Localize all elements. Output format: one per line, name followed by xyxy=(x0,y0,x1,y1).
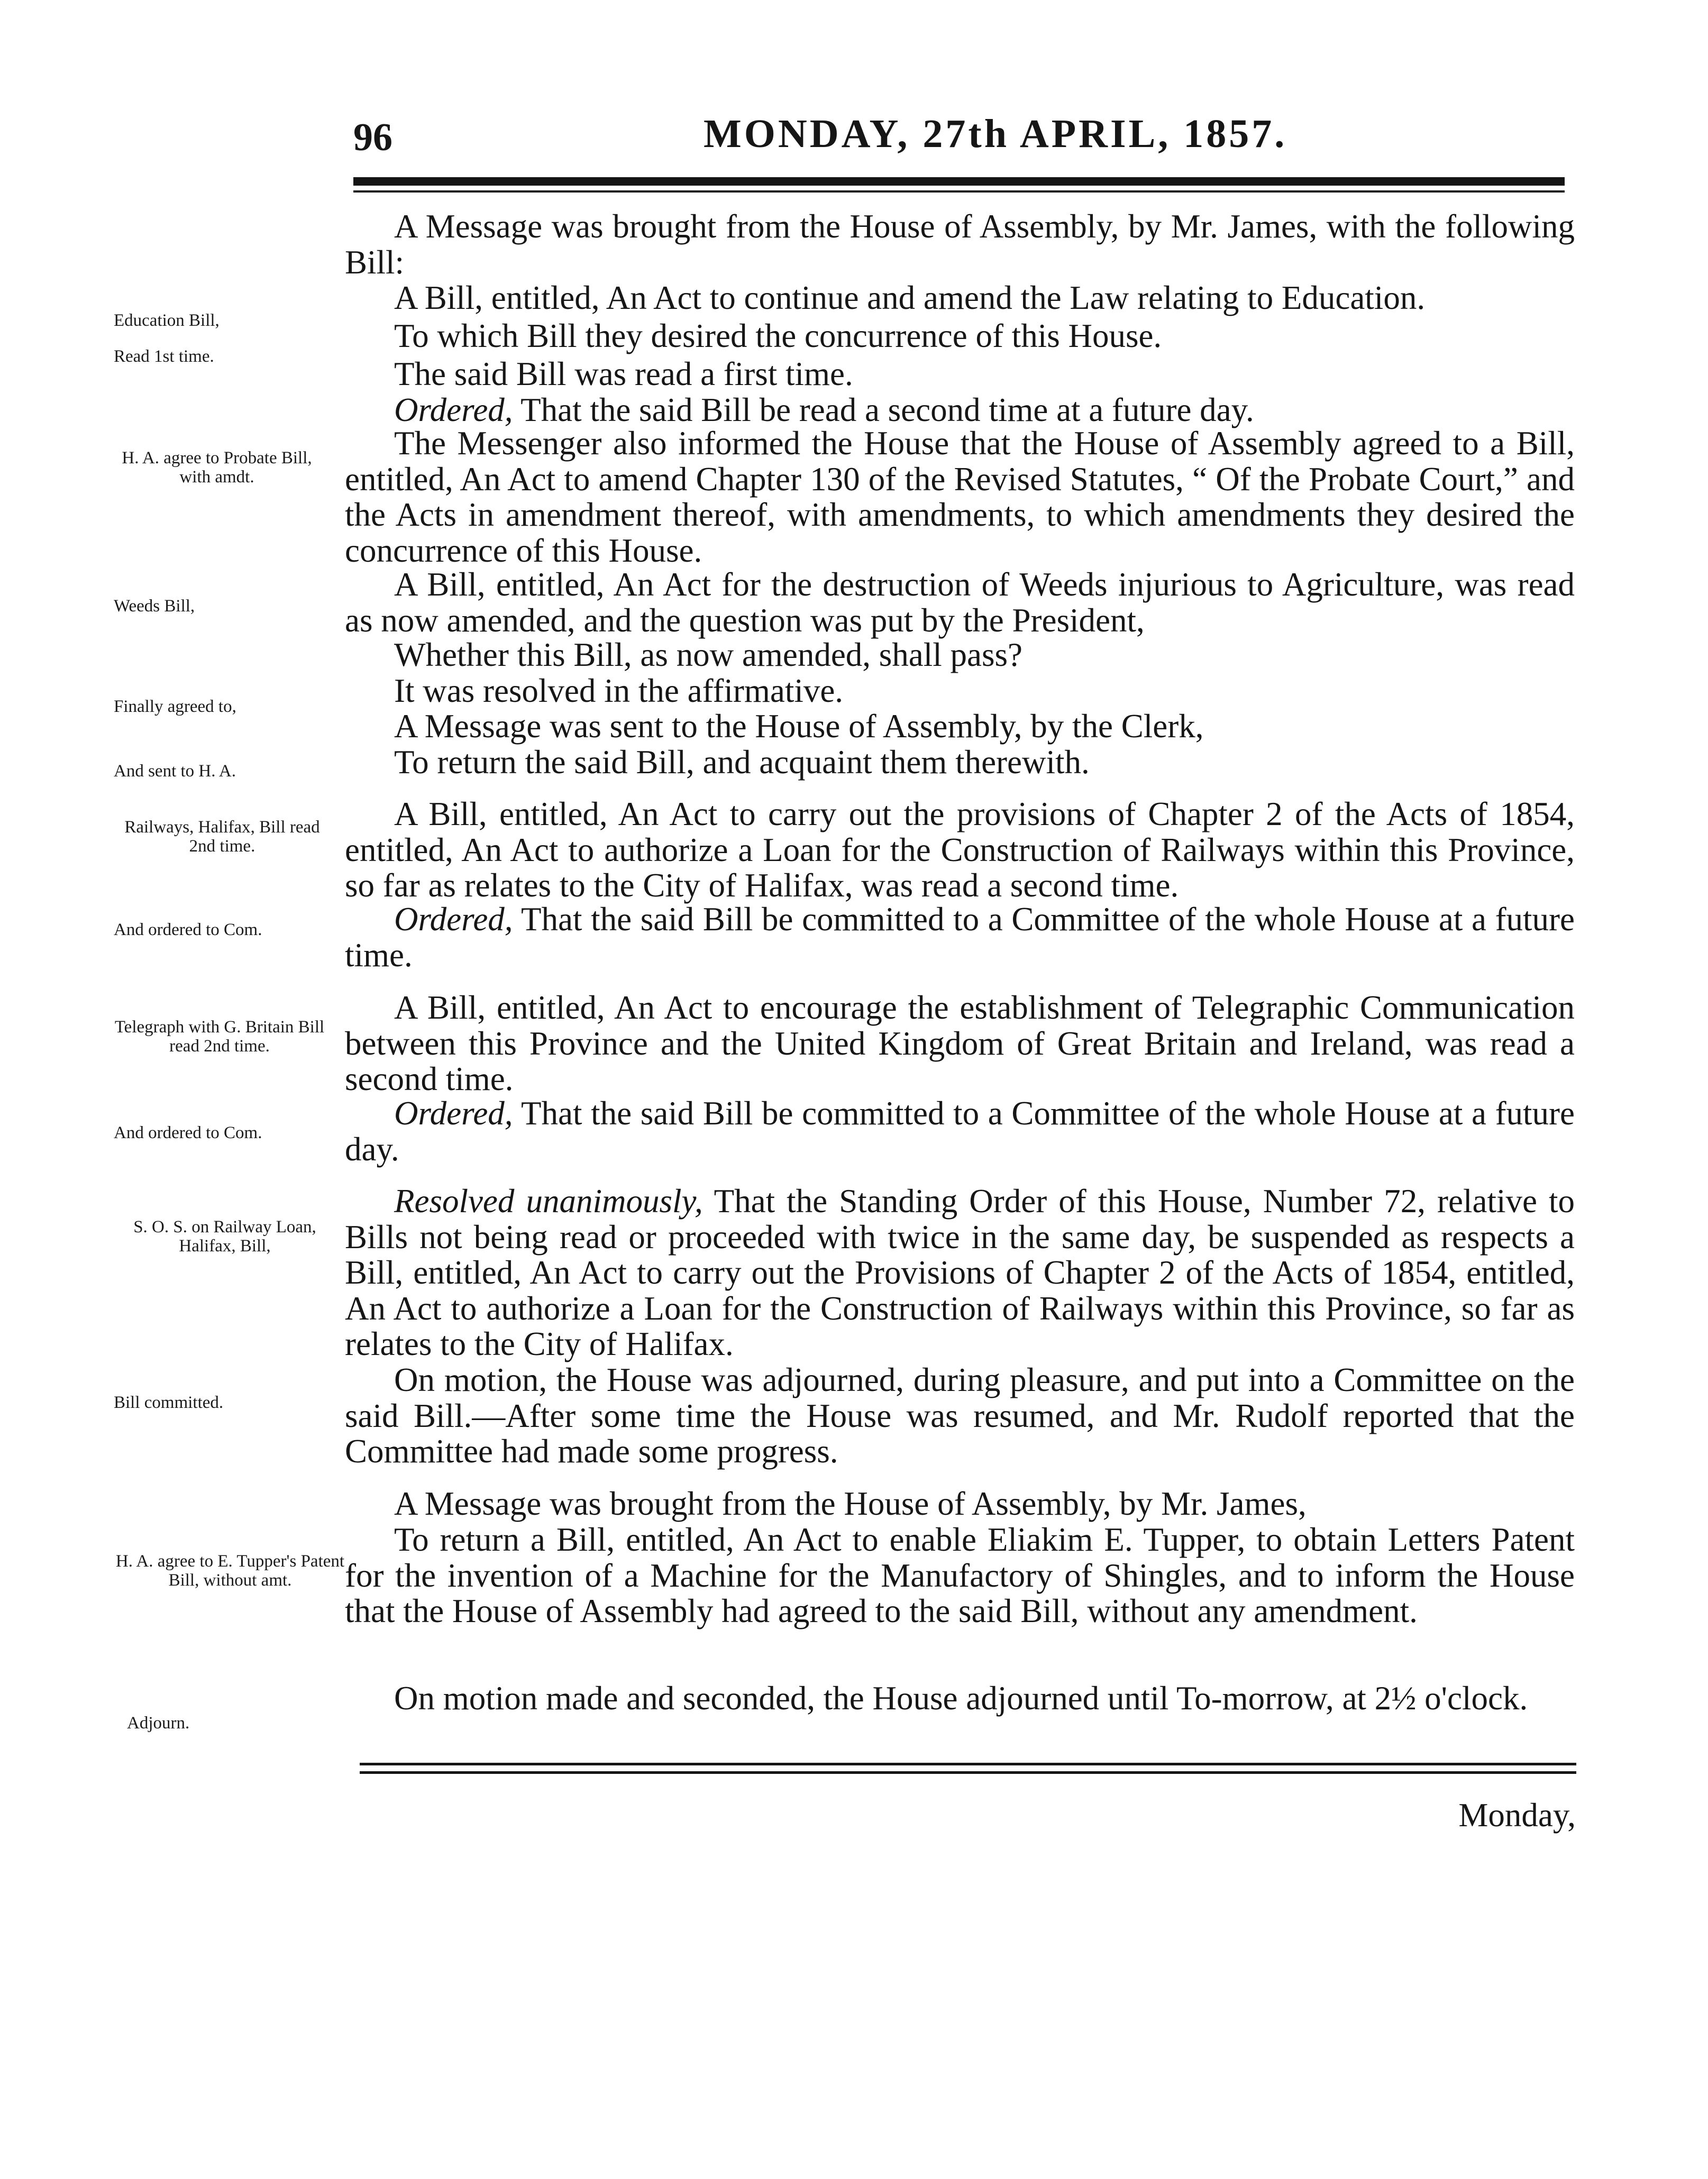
paragraph-text: That the said Bill be read a second time at a future day. xyxy=(513,391,1254,428)
paragraph: The said Bill was read a first time. xyxy=(394,355,853,392)
paragraph: To return the said Bill, and acquaint them therewith. xyxy=(394,744,1090,781)
running-title: MONDAY, 27th APRIL, 1857. xyxy=(704,112,1287,156)
margin-note-telegraph-bill: Telegraph with G. Britain Bill read 2nd time. xyxy=(114,1018,325,1056)
paragraph xyxy=(345,1096,1575,1167)
italic-resolved: Resolved unanimously, xyxy=(394,1183,703,1220)
paragraph-text: That the said Bill be committed to a Committee of the whole House at a future time. xyxy=(345,901,1575,974)
margin-note-adjourn: Adjourn. xyxy=(127,1714,190,1733)
catchword: Monday, xyxy=(1458,1797,1576,1834)
italic-ordered: Ordered, xyxy=(394,901,513,938)
paragraph: To return a Bill, entitled, An Act to enable Eliakim E. Tupper, to obtain Letters Patent for the invention of a Machine for the Manufactory of Shingles, and to inform the House that the House of Assembly had agreed to the said Bill, without any amendment. xyxy=(345,1521,1575,1629)
paragraph: A Bill, entitled, An Act to encourage the establishment of Telegraphic Communication between this Province and the United Kingdom of Great Britain and Ireland, was read a second time. xyxy=(345,989,1575,1097)
margin-note-education-bill: Education Bill, xyxy=(114,311,220,330)
paragraph: A Message was brought from the House of Assembly, by Mr. James, xyxy=(394,1485,1307,1522)
paragraph: Whether this Bill, as now amended, shall pass? xyxy=(394,636,1022,673)
italic-ordered: Ordered, xyxy=(394,1095,513,1132)
paragraph: A Message was brought from the House of Assembly, by Mr. James, with the following Bill: xyxy=(345,208,1575,281)
margin-note-sos-railway: S. O. S. on Railway Loan, Halifax, Bill, xyxy=(133,1217,316,1256)
margin-note-bill-committed: Bill committed. xyxy=(114,1393,224,1412)
paragraph-text: That the said Bill be committed to a Committee of the whole House at a future day. xyxy=(345,1095,1575,1168)
paragraph xyxy=(345,1184,1575,1362)
italic-ordered: Ordered, xyxy=(394,391,513,428)
end-rule xyxy=(360,1763,1576,1765)
margin-note-probate-bill: H. A. agree to Probate Bill, with amdt. xyxy=(122,448,312,487)
paragraph: A Message was sent to the House of Assembly, by the Clerk, xyxy=(394,708,1204,745)
margin-note-railways-halifax: Railways, Halifax, Bill read 2nd time. xyxy=(124,818,320,856)
paragraph: On motion made and seconded, the House adjourned until To-morrow, at 2½ o'clock. xyxy=(394,1680,1528,1717)
paragraph xyxy=(345,902,1575,973)
page-number: 96 xyxy=(353,116,392,159)
paragraph: A Bill, entitled, An Act to carry out the provisions of Chapter 2 of the Acts of 1854, entitled, An Act to authorize a Loan for the Construction of Railways within this Province, so far as relates to the City of Halifax, was read a second time. xyxy=(345,795,1575,904)
paragraph xyxy=(345,392,1575,428)
paragraph: On motion, the House was adjourned, during pleasure, and put into a Committee on the said Bill.—After some time the House was resumed, and Mr. Rudolf reported that the Committee had made some progress. xyxy=(345,1361,1575,1470)
paragraph-text: That the Standing Order of this House, Number 72, relative to Bills not being read or proceeded with twice in the same day, be suspended as respects a Bill, entitled, An Act to carry out the Provisions of Chapter 2 of the Acts of 1854, entitled, An Act to authorize a Loan for the Construction of Railways within this Province, so far as relates to the City of Halifax. xyxy=(345,1183,1575,1362)
margin-note-tupper-patent: H. A. agree to E. Tupper's Patent Bill, without amt. xyxy=(115,1552,345,1590)
paragraph: A Bill, entitled, An Act for the destruction of Weeds injurious to Agriculture, was read as now amended, and the question was put by the President, xyxy=(345,566,1575,639)
margin-note-sent-to-ha: And sent to H. A. xyxy=(114,762,236,781)
paragraph: It was resolved in the affirmative. xyxy=(394,672,844,709)
margin-note-ordered-com-2: And ordered to Com. xyxy=(114,1123,262,1142)
end-rule xyxy=(360,1771,1576,1774)
margin-note-read-first: Read 1st time. xyxy=(114,347,214,366)
paragraph: A Bill, entitled, An Act to continue and amend the Law relating to Education. xyxy=(394,279,1426,316)
paragraph: To which Bill they desired the concurrence of this House. xyxy=(394,317,1162,354)
margin-note-ordered-com-1: And ordered to Com. xyxy=(114,920,262,939)
paragraph: The Messenger also informed the House that the House of Assembly agreed to a Bill, entitled, An Act to amend Chapter 130 of the Revised Statutes, “ Of the Probate Court,” and the Acts in amendment thereof, with amendments, to which amendments they desired the concurrence of this House. xyxy=(345,425,1575,569)
margin-note-finally-agreed: Finally agreed to, xyxy=(114,697,236,716)
margin-note-weeds-bill: Weeds Bill, xyxy=(114,597,195,616)
